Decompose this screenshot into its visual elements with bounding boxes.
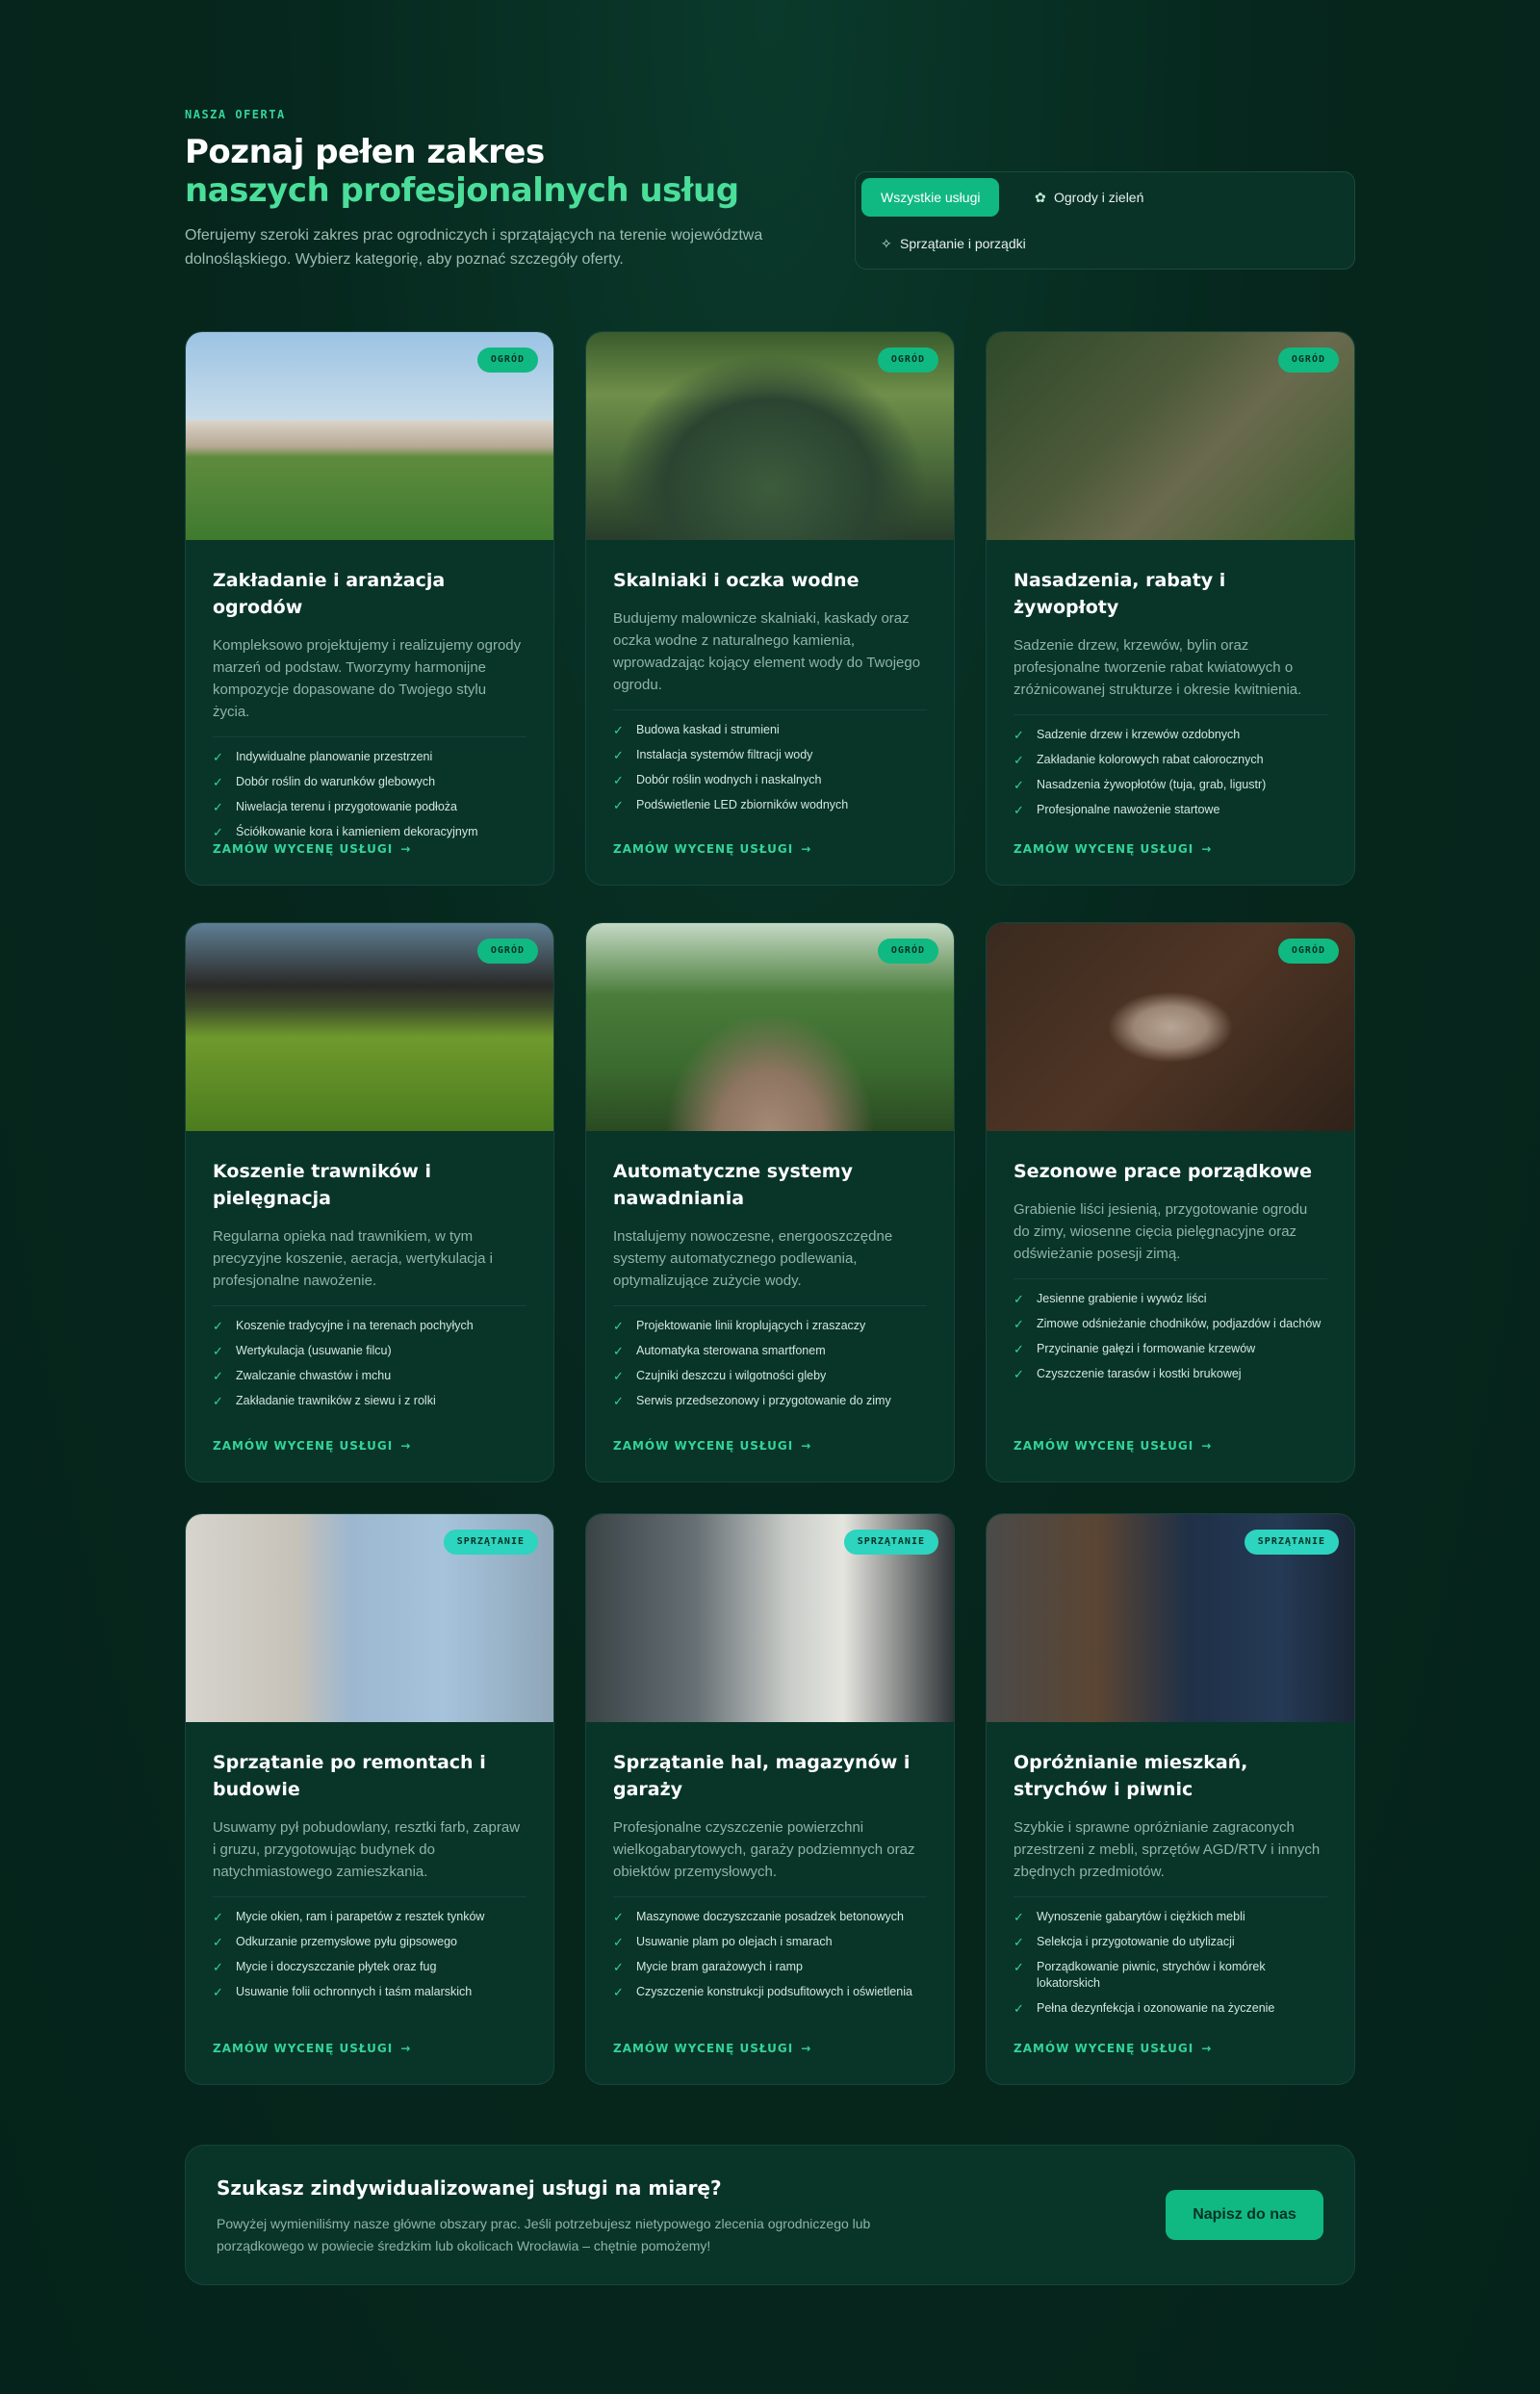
check-icon: ✓ — [1014, 1910, 1024, 1924]
service-card — [585, 922, 955, 1482]
section-lead: Oferujemy szeroki zakres prac ogrodniczych i sprzątających na terenie województwa dolnośląskiego. Wybierz kategorię, aby poznać szczegóły oferty. — [185, 227, 763, 268]
sparkle-icon: ✧ — [881, 236, 892, 251]
check-icon: ✓ — [1014, 1342, 1024, 1356]
feature-list — [1014, 727, 1327, 818]
order-quote-label: ZAMÓW WYCENĘ USŁUGI — [1014, 842, 1194, 856]
feature-list — [213, 749, 526, 840]
feature-text: Zakładanie kolorowych rabat całorocznych — [1037, 753, 1264, 766]
contact-button[interactable]: Napisz do nas — [1166, 2190, 1323, 2240]
check-icon: ✓ — [613, 723, 624, 737]
feature-text: Usuwanie folii ochronnych i taśm malarskich — [236, 1985, 473, 1998]
service-card — [585, 1513, 955, 2085]
feature-item — [213, 824, 526, 840]
feature-item — [1014, 1341, 1327, 1357]
feature-item — [1014, 1316, 1327, 1332]
order-quote-label: ZAMÓW WYCENĘ USŁUGI — [613, 1439, 794, 1453]
feature-list — [213, 1909, 526, 2000]
check-icon: ✓ — [1014, 803, 1024, 817]
feature-item — [1014, 1909, 1327, 1925]
arrow-right-icon: → — [1201, 2042, 1213, 2055]
order-quote-link[interactable] — [613, 1439, 811, 1453]
service-photo — [987, 1514, 1354, 1722]
feature-item — [213, 1934, 526, 1950]
arrow-right-icon: → — [801, 2042, 812, 2055]
feature-item — [613, 1318, 927, 1334]
feature-list — [1014, 1909, 1327, 2017]
feature-item — [613, 1343, 927, 1359]
feature-item — [613, 747, 927, 763]
banner-text: Powyżej wymieniliśmy nasze główne obszary prac. Jeśli potrzebujesz nietypowego zlecenia ogrodniczego lub porządkowego w powiecie średzkim lub okolicach Wrocławia – chętnie pomożemy! — [217, 2216, 871, 2253]
category-badge: OGRÓD — [477, 348, 538, 373]
service-description: Budujemy malownicze skalniaki, kaskady oraz oczka wodne z naturalnego kamienia, wprowadzając kojący element wody do Twojego ogrodu. — [613, 607, 927, 710]
feature-item — [613, 1984, 927, 2000]
feature-text: Wertykulacja (usuwanie filcu) — [236, 1344, 392, 1357]
feature-item — [613, 772, 927, 788]
feature-text: Zwalczanie chwastów i mchu — [236, 1369, 392, 1382]
feature-text: Czyszczenie tarasów i kostki brukowej — [1037, 1367, 1242, 1380]
feature-item — [213, 1318, 526, 1334]
feature-text: Mycie bram garażowych i ramp — [636, 1960, 803, 1973]
feature-item — [213, 799, 526, 815]
check-icon: ✓ — [613, 798, 624, 812]
feature-item — [213, 1393, 526, 1409]
check-icon: ✓ — [1014, 1317, 1024, 1331]
filter-cleaning-button[interactable] — [861, 224, 1045, 263]
order-quote-link[interactable] — [1014, 842, 1212, 856]
section-eyebrow: NASZA OFERTA — [185, 108, 286, 121]
feature-text: Podświetlenie LED zbiorników wodnych — [636, 798, 849, 811]
feature-text: Dobór roślin wodnych i naskalnych — [636, 773, 822, 786]
service-description: Regularna opieka nad trawnikiem, w tym precyzyjne koszenie, aeracja, wertykulacja i profesjonalne nawożenie. — [213, 1225, 526, 1306]
feature-item — [1014, 2000, 1327, 2017]
check-icon: ✓ — [1014, 1960, 1024, 1974]
check-icon: ✓ — [613, 1394, 624, 1408]
feature-text: Automatyka sterowana smartfonem — [636, 1344, 826, 1357]
order-quote-link[interactable] — [1014, 1439, 1212, 1453]
check-icon: ✓ — [1014, 1292, 1024, 1306]
feature-text: Czujniki deszczu i wilgotności gleby — [636, 1369, 827, 1382]
check-icon: ✓ — [613, 1319, 624, 1333]
feature-text: Koszenie tradycyjne i na terenach pochyłych — [236, 1319, 474, 1332]
check-icon: ✓ — [1014, 753, 1024, 767]
feature-item — [213, 774, 526, 790]
flower-icon: ✿ — [1035, 190, 1046, 205]
feature-item — [613, 1393, 927, 1409]
service-title: Zakładanie i aranżacja ogrodów — [213, 570, 446, 618]
check-icon: ✓ — [613, 1369, 624, 1383]
feature-text: Odkurzanie przemysłowe pyłu gipsowego — [236, 1935, 457, 1948]
service-description: Sadzenie drzew, krzewów, bylin oraz profesjonalne tworzenie rabat kwiatowych o zróżnicowanej strukturze i okresie kwitnienia. — [1014, 634, 1327, 715]
feature-text: Usuwanie plam po olejach i smarach — [636, 1935, 833, 1948]
check-icon: ✓ — [213, 1369, 223, 1383]
feature-text: Instalacja systemów filtracji wody — [636, 748, 813, 761]
arrow-right-icon: → — [400, 1439, 412, 1453]
feature-text: Dobór roślin do warunków glebowych — [236, 775, 436, 788]
category-badge: OGRÓD — [1278, 348, 1339, 373]
feature-item — [613, 1934, 927, 1950]
feature-text: Wynoszenie gabarytów i ciężkich mebli — [1037, 1910, 1245, 1923]
feature-item — [613, 722, 927, 738]
feature-item — [613, 797, 927, 813]
filter-gardens-button[interactable] — [1015, 178, 1163, 217]
feature-item — [1014, 1959, 1327, 1992]
service-photo — [186, 1514, 553, 1722]
service-title: Nasadzenia, rabaty i żywopłoty — [1014, 570, 1226, 618]
service-description: Usuwamy pył pobudowlany, resztki farb, zapraw i gruzu, przygotowując budynek do natychmiastowego zamieszkania. — [213, 1816, 526, 1897]
feature-item — [1014, 1934, 1327, 1950]
arrow-right-icon: → — [801, 1439, 812, 1453]
feature-item — [613, 1909, 927, 1925]
filter-gardens-label: Ogrody i zieleń — [1054, 190, 1144, 205]
service-card — [986, 331, 1355, 886]
filter-cleaning-label: Sprzątanie i porządki — [900, 236, 1026, 251]
feature-item — [1014, 1291, 1327, 1307]
feature-item — [613, 1959, 927, 1975]
check-icon: ✓ — [1014, 778, 1024, 792]
check-icon: ✓ — [213, 825, 223, 839]
service-photo — [987, 923, 1354, 1131]
check-icon: ✓ — [1014, 1935, 1024, 1949]
feature-text: Selekcja i przygotowanie do utylizacji — [1037, 1935, 1235, 1948]
feature-text: Serwis przedsezonowy i przygotowanie do zimy — [636, 1394, 891, 1407]
check-icon: ✓ — [1014, 2001, 1024, 2016]
category-badge: OGRÓD — [878, 348, 938, 373]
filter-all-label: Wszystkie usługi — [881, 190, 981, 205]
service-photo — [987, 332, 1354, 540]
title-line-1: Poznaj pełen zakres — [185, 133, 545, 171]
feature-text: Mycie okien, ram i parapetów z resztek tynków — [236, 1910, 485, 1923]
service-card — [185, 922, 554, 1482]
service-card — [185, 1513, 554, 2085]
category-badge: OGRÓD — [878, 939, 938, 964]
order-quote-label: ZAMÓW WYCENĘ USŁUGI — [613, 2042, 794, 2055]
arrow-right-icon: → — [400, 2042, 412, 2055]
order-quote-label: ZAMÓW WYCENĘ USŁUGI — [1014, 2042, 1194, 2055]
service-photo — [186, 332, 553, 540]
check-icon: ✓ — [613, 1344, 624, 1358]
check-icon: ✓ — [213, 1319, 223, 1333]
feature-text: Przycinanie gałęzi i formowanie krzewów — [1037, 1342, 1256, 1355]
feature-item — [213, 1343, 526, 1359]
service-title: Skalniaki i oczka wodne — [613, 570, 860, 591]
feature-text: Sadzenie drzew i krzewów ozdobnych — [1037, 728, 1241, 741]
feature-item — [1014, 727, 1327, 743]
service-title: Sprzątanie po remontach i budowie — [213, 1752, 486, 1800]
feature-text: Niwelacja terenu i przygotowanie podłoża — [236, 800, 457, 813]
feature-text: Pełna dezynfekcja i ozonowanie na życzenie — [1037, 2001, 1275, 2015]
service-card — [185, 331, 554, 886]
feature-item — [613, 1368, 927, 1384]
arrow-right-icon: → — [1201, 842, 1213, 856]
order-quote-link[interactable] — [1014, 2042, 1212, 2055]
check-icon: ✓ — [213, 775, 223, 789]
order-quote-label: ZAMÓW WYCENĘ USŁUGI — [213, 1439, 394, 1453]
arrow-right-icon: → — [400, 842, 412, 856]
feature-item — [1014, 802, 1327, 818]
check-icon: ✓ — [213, 1910, 223, 1924]
feature-item — [213, 1984, 526, 2000]
feature-text: Budowa kaskad i strumieni — [636, 723, 780, 736]
feature-text: Indywidualne planowanie przestrzeni — [236, 750, 433, 763]
category-filter — [855, 171, 1355, 270]
feature-item — [213, 749, 526, 765]
feature-item — [1014, 777, 1327, 793]
feature-text: Zimowe odśnieżanie chodników, podjazdów i dachów — [1037, 1317, 1322, 1330]
service-title: Automatyczne systemy nawadniania — [613, 1161, 853, 1209]
service-card — [986, 1513, 1355, 2085]
service-description: Profesjonalne czyszczenie powierzchni wielkogabarytowych, garaży podziemnych oraz obiektów przemysłowych. — [613, 1816, 927, 1897]
order-quote-link[interactable] — [613, 842, 811, 856]
feature-list — [613, 722, 927, 813]
check-icon: ✓ — [1014, 728, 1024, 742]
feature-text: Ściółkowanie kora i kamieniem dekoracyjnym — [236, 825, 478, 838]
service-photo — [186, 923, 553, 1131]
feature-list — [213, 1318, 526, 1409]
feature-text: Mycie i doczyszczanie płytek oraz fug — [236, 1960, 437, 1973]
feature-item — [1014, 752, 1327, 768]
check-icon: ✓ — [213, 1344, 223, 1358]
service-title: Opróżnianie mieszkań, strychów i piwnic — [1014, 1752, 1248, 1800]
category-badge: SPRZĄTANIE — [1245, 1530, 1339, 1555]
banner-title: Szukasz zindywidualizowanej usługi na miarę? — [217, 2176, 722, 2200]
check-icon: ✓ — [213, 1935, 223, 1949]
service-description: Grabienie liści jesienią, przygotowanie ogrodu do zimy, wiosenne cięcia pielęgnacyjne oraz odświeżanie posesji zimą. — [1014, 1198, 1327, 1279]
feature-text: Projektowanie linii kroplujących i zraszaczy — [636, 1319, 866, 1332]
feature-list — [1014, 1291, 1327, 1382]
category-badge: SPRZĄTANIE — [844, 1530, 938, 1555]
feature-text: Zakładanie trawników z siewu i z rolki — [236, 1394, 436, 1407]
filter-all-button[interactable] — [861, 178, 999, 217]
custom-service-banner — [185, 2145, 1355, 2285]
order-quote-link[interactable] — [213, 842, 411, 856]
arrow-right-icon: → — [801, 842, 812, 856]
service-title: Koszenie trawników i pielęgnacja — [213, 1161, 431, 1209]
check-icon: ✓ — [213, 1960, 223, 1974]
order-quote-link[interactable] — [613, 2042, 811, 2055]
service-description: Instalujemy nowoczesne, energooszczędne systemy automatycznego podlewania, optymalizujące zużycie wody. — [613, 1225, 927, 1306]
feature-item — [1014, 1366, 1327, 1382]
order-quote-label: ZAMÓW WYCENĘ USŁUGI — [213, 842, 394, 856]
check-icon: ✓ — [613, 748, 624, 762]
feature-text: Profesjonalne nawożenie startowe — [1037, 803, 1220, 816]
category-badge: OGRÓD — [477, 939, 538, 964]
service-card — [986, 922, 1355, 1482]
category-badge: OGRÓD — [1278, 939, 1339, 964]
feature-list — [613, 1318, 927, 1409]
arrow-right-icon: → — [1201, 1439, 1213, 1453]
order-quote-link[interactable] — [213, 2042, 411, 2055]
service-description: Kompleksowo projektujemy i realizujemy ogrody marzeń od podstaw. Tworzymy harmonijne kompozycje dopasowane do Twojego stylu życia. — [213, 634, 526, 737]
order-quote-label: ZAMÓW WYCENĘ USŁUGI — [613, 842, 794, 856]
page-title — [185, 133, 739, 210]
check-icon: ✓ — [213, 1985, 223, 1999]
feature-text: Czyszczenie konstrukcji podsufitowych i oświetlenia — [636, 1985, 912, 1998]
title-line-2: naszych profesjonalnych usług — [185, 171, 739, 210]
order-quote-label: ZAMÓW WYCENĘ USŁUGI — [213, 2042, 394, 2055]
check-icon: ✓ — [213, 1394, 223, 1408]
order-quote-link[interactable] — [213, 1439, 411, 1453]
order-quote-label: ZAMÓW WYCENĘ USŁUGI — [1014, 1439, 1194, 1453]
feature-text: Porządkowanie piwnic, strychów i komórek lokatorskich — [1037, 1960, 1266, 1990]
check-icon: ✓ — [613, 1910, 624, 1924]
check-icon: ✓ — [613, 773, 624, 787]
check-icon: ✓ — [213, 800, 223, 814]
check-icon: ✓ — [613, 1960, 624, 1974]
feature-list — [613, 1909, 927, 2000]
feature-item — [213, 1368, 526, 1384]
check-icon: ✓ — [213, 750, 223, 764]
category-badge: SPRZĄTANIE — [444, 1530, 538, 1555]
service-photo — [586, 1514, 954, 1722]
feature-item — [213, 1909, 526, 1925]
service-photo — [586, 332, 954, 540]
service-card — [585, 331, 955, 886]
service-title: Sezonowe prace porządkowe — [1014, 1161, 1312, 1182]
check-icon: ✓ — [613, 1935, 624, 1949]
check-icon: ✓ — [1014, 1367, 1024, 1381]
feature-text: Nasadzenia żywopłotów (tuja, grab, ligustr) — [1037, 778, 1267, 791]
feature-text: Maszynowe doczyszczanie posadzek betonowych — [636, 1910, 904, 1923]
service-title: Sprzątanie hal, magazynów i garaży — [613, 1752, 911, 1800]
check-icon: ✓ — [613, 1985, 624, 1999]
feature-item — [213, 1959, 526, 1975]
service-photo — [586, 923, 954, 1131]
feature-text: Jesienne grabienie i wywóz liści — [1037, 1292, 1207, 1305]
service-description: Szybkie i sprawne opróżnianie zagraconych przestrzeni z mebli, sprzętów AGD/RTV i innych zbędnych przedmiotów. — [1014, 1816, 1327, 1897]
